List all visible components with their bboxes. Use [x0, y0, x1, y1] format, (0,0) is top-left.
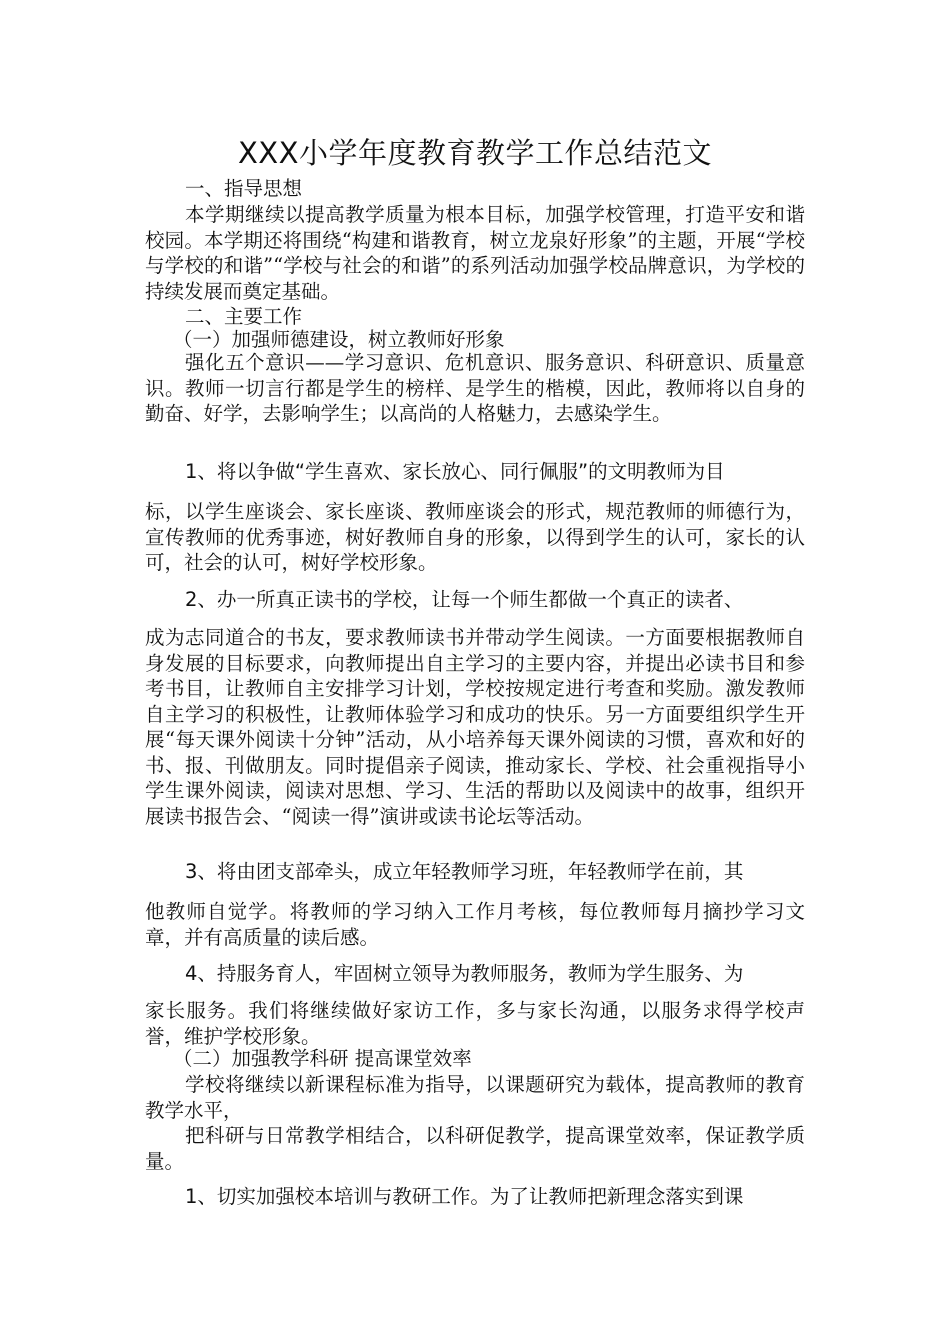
list-item-1-body: 标，以学生座谈会、家长座谈、教师座谈会的形式，规范教师的师德行为，宣传教师的优秀事迹，树好教师自身的形象，以得到学生的认可，家长的认可，社会的认可，树好学校形象。: [145, 500, 805, 574]
paragraph-research-teaching: 把科研与日常教学相结合，以科研促教学，提高课堂效率，保证教学质量。: [145, 1124, 805, 1173]
list-item-4-body: 家长服务。我们将继续做好家访工作，多与家长沟通，以服务求得学校声誉，维护学校形象。: [145, 999, 805, 1048]
list-item-1-lead: 1、将以争做“学生喜欢、家长放心、同行佩服”的文明教师为目: [185, 460, 725, 483]
list-item-1-school-training: 1、切实加强校本培训与教研工作。为了让教师把新理念落实到课: [185, 1185, 744, 1208]
paragraph-five-awareness: 强化五个意识——学习意识、危机意识、服务意识、科研意识、质量意识。教师一切言行都是学生的榜样、是学生的楷模，因此，教师将以自身的勤奋、好学，去影响学生；以高尚的人格魅力，去感染学生。: [145, 351, 805, 425]
list-item-4-lead: 4、持服务育人，牢固树立领导为教师服务，教师为学生服务、为: [185, 962, 744, 985]
list-item-3-body: 他教师自觉学。将教师的学习纳入工作月考核，每位教师每月摘抄学习文章，并有高质量的读后感。: [145, 900, 805, 949]
subheading-teacher-ethics: （一）加强师德建设，树立教师好形象: [173, 328, 505, 351]
section-heading-main-work: 二、主要工作: [185, 305, 303, 328]
paragraph-curriculum-standard: 学校将继续以新课程标准为指导，以课题研究为载体，提高教师的教育教学水平，: [145, 1073, 805, 1122]
section-heading-guiding-ideology: [145, 176, 805, 202]
subheading-teaching-research: （二）加强教学科研 提高课堂效率: [173, 1047, 472, 1070]
list-item-2-body: 成为志同道合的书友，要求教师读书并带动学生阅读。一方面要根据教师自身发展的目标要求，向教师提出自主学习的主要内容，并提出必读书目和参考书目，让教师自主安排学习计划，学校按规定进行考查和奖励。激发教师自主学习的积极性，让教师体验学习和成功的快乐。另一方面要组织学生开展“每天课外阅读十分钟”活动，从小培养每天课外阅读的习惯，喜欢和好的书、报、刊做朋友。同时提倡亲子阅读，推动家长、学校、社会重视指导小学生课外阅读，阅读对思想、学习、生活的帮助以及阅读中的故事，组织开展读书报告会、“阅读一得”演讲或读书论坛等活动。: [145, 626, 805, 828]
paragraph-guiding-ideology: 本学期继续以提高教学质量为根本目标，加强学校管理，打造平安和谐校园。本学期还将围绕“构建和谐教育，树立龙泉好形象”的主题，开展“学校与学校的和谐”“学校与社会的和谐”的系列活动加强学校品牌意识，为学校的持续发展而奠定基础。: [145, 203, 805, 303]
list-item-3-lead: 3、将由团支部牵头，成立年轻教师学习班，年轻教师学在前，其: [185, 860, 744, 883]
heading-1: 一、指导思想: [185, 177, 303, 200]
document-title: XXX小学年度教育教学工作总结范文: [237, 136, 713, 170]
list-item-2-lead: 2、办一所真正读书的学校，让每一个师生都做一个真正的读者、: [185, 588, 744, 611]
